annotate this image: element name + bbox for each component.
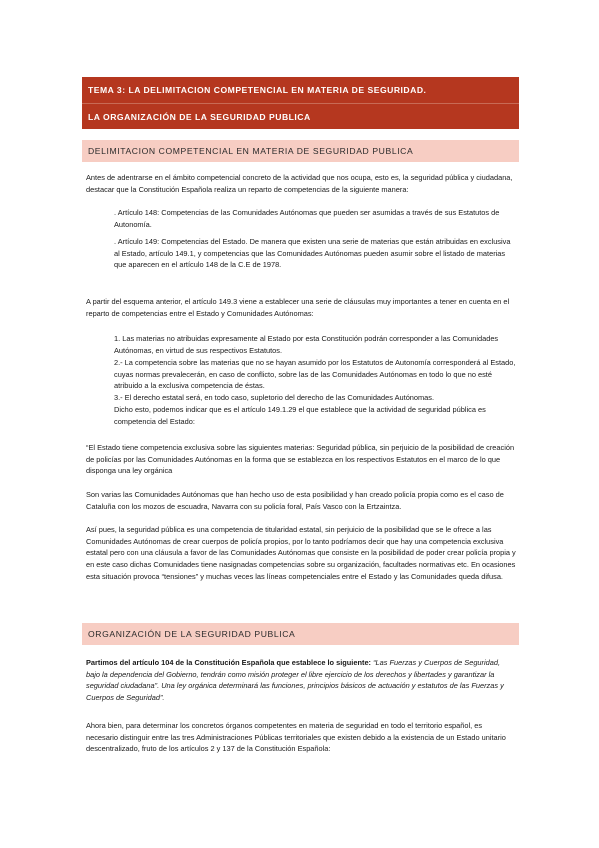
section-heading-delimitacion — [82, 140, 519, 162]
subtitle-banner — [82, 103, 519, 129]
paragraph-asi-pues: Así pues, la seguridad pública es una competencia de titularidad estatal, sin perjuicio de la posibilidad que se le ofrece a las Comunidades Autónomas de crear cuerpos de policía propios, por lo tanto podríamos decir que hay una competencia exclusiva estatal pero con una cláusula a favor de las Comunidades Autónomas que consiste en la posibilidad de poder crear policía propia y en este caso dichas Comunidades tiene nasignadas competencias sobre su organización, facultades normativas etc. En ocasiones esta situación provoca “tensiones” y muchas veces las líneas competenciales entre el Estado y las Comunidades queda difusa. — [86, 525, 516, 581]
document-title: TEMA 3: LA DELIMITACION COMPETENCIAL EN MATERIA DE SEGURIDAD. — [88, 85, 427, 95]
article-149-item: . Artículo 149: Competencias del Estado. De manera que existen una serie de materias que están atribuidas en exclusiva al Estado, artículo 149.1, y competencias que las Comunidades Autónomas pueden asumir sobre el listado de materias que aparecen en el artículo 148 de la C.E de 1978. — [114, 237, 511, 270]
clause-item-2: 2.- La competencia sobre las materias que no se hayan asumido por los Estatutos de Autonomía corresponderá al Estado, cuyas normas prevalecerán, en caso de conflicto, sobre las de las Comunidades Autónomas en todo lo que no esté atribuido a la exclusiva competencia de éstas. — [114, 358, 516, 391]
constitution-quote: “El Estado tiene competencia exclusiva sobre las siguientes materias: Seguridad pública, sin perjuicio de la posibilidad de creación de policías por las Comunidades Autónomas en la forma que se establezca en los respectivos Estatutos en el marco de lo que disponga una ley orgánica — [86, 443, 515, 476]
paragraph-ahora-bien: Ahora bien, para determinar los concretos órganos competentes en materia de seguridad en todo el territorio español, es necesario distinguir entre las tres Administraciones Públicas territoriales que existen debido a la existencia de un Estado unitario descentralizado, fruto de los artículos 2 y 137 de la Constitución Española: — [86, 721, 506, 754]
title-banner — [82, 77, 519, 103]
document-subtitle: LA ORGANIZACIÓN DE LA SEGURIDAD PUBLICA — [88, 112, 311, 122]
paragraph-autonomous-police: Son varias las Comunidades Autónomas que han hecho uso de esta posibilidad y han creado policía propia como es el caso de Cataluña con los mozos de escuadra, Navarra con su policía foral, País Vasco con la Ertzaintza. — [86, 490, 504, 511]
clause-item-1: 1. Las materias no atribuidas expresamente al Estado por esta Constitución podrán corresponder a las Comunidades Autónomas, en virtud de sus respectivos Estatutos. — [114, 334, 499, 355]
article-104-paragraph — [86, 657, 516, 704]
clause-item-3: 3.- El derecho estatal será, en todo caso, supletorio del derecho de las Comunidades Autónomas. — [114, 393, 435, 402]
intro-paragraph: Antes de adentrarse en el ámbito competencial concreto de la actividad que nos ocupa, esto es, la seguridad pública y ciudadana, destacar que la Constitución Española realiza un reparto de competencias de la siguiente manera: — [86, 173, 513, 194]
section-heading-organizacion — [82, 623, 519, 645]
paragraph-149-3: A partir del esquema anterior, el artículo 149.3 viene a establecer una serie de cláusulas muy importantes a tener en cuenta en el reparto de competencias entre el Estado y Comunidades Autónomas: — [86, 297, 510, 318]
article-148-item: . Artículo 148: Competencias de las Comunidades Autónomas que pueden ser asumidas a través de sus Estatutos de Autonomía. — [114, 208, 500, 229]
section-heading-text: DELIMITACION COMPETENCIAL EN MATERIA DE SEGURIDAD PUBLICA — [88, 146, 414, 156]
article-104-quote: “Las Fuerzas y Cuerpos de Seguridad, bajo la dependencia del Gobierno, tendrán como misión proteger el libre ejercicio de los derechos y libertades y garantizar la seguridad ciudadana”. Una ley orgánica determinará las funciones, principios básicos de actuación y estatutos de las Fuerzas y Cuerpos de Seguridad”. — [86, 658, 504, 703]
article-104-lead: Partimos del artículo 104 de la Constitución Española que establece lo siguiente: — [86, 658, 372, 667]
clause-item-3-continuation: Dicho esto, podemos indicar que es el artículo 149.1.29 el que establece que la actividad de seguridad pública es competencia del Estado: — [114, 405, 486, 426]
section-heading-text: ORGANIZACIÓN DE LA SEGURIDAD PUBLICA — [88, 629, 296, 639]
